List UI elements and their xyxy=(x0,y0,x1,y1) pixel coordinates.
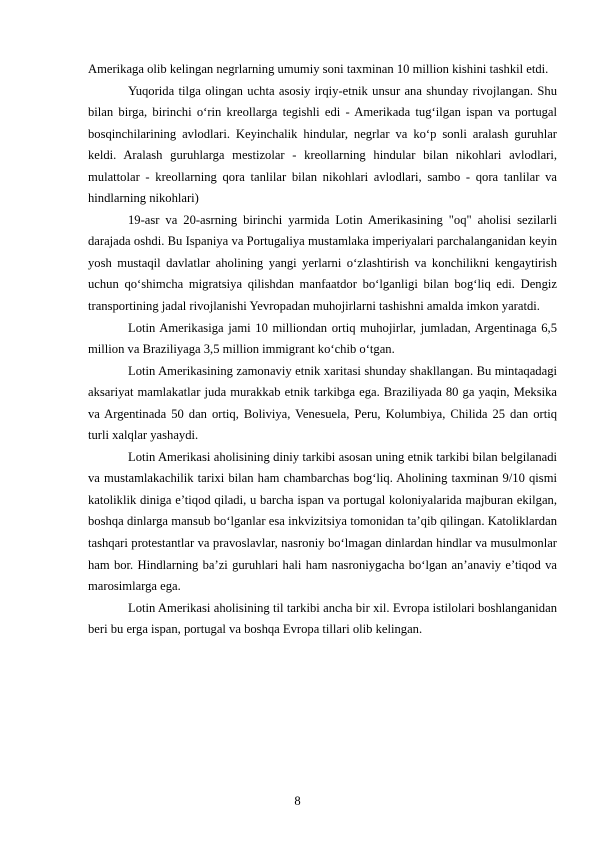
paragraph: 19-asr va 20-asrning birinchi yarmida Lotin Amerikasining "oq" aholisi sezilarli darajada oshdi. Bu Ispaniya va Portugaliya mustamlaka imperiyalari parchalanganidan keyin yosh mustaqil davlatlar aholining yangi yerlarni o‘zlashtirish va konchilikni kengaytirish uchun qo‘shimcha migratsiya qilishdan manfaatdor bo‘lganligi bilan bog‘liq edi. Dengiz transportining jadal rivojlanishi Yevropadan muhojirlarni tashishni amalda imkon yaratdi. xyxy=(88,212,557,314)
page-number: 8 xyxy=(294,794,301,808)
document-page xyxy=(88,59,557,641)
paragraph: Yuqorida tilga olingan uchta asosiy irqiy-etnik unsur ana shunday rivojlangan. Shu bilan birga, birinchi o‘rin kreollarga tegishli edi - Amerikada tug‘ilgan ispan va portugal bosqinchilarining avlodlari. Keyinchalik hindular, negrlar va ko‘p sonli aralash guruhlar keldi. Aralash guruhlarga mestizolar - kreollarning hindular bilan nikohlari avlodlari, mulattolar - kreollarning qora tanlilar bilan nikohlari avlodlari, sambo - qora tanlilar va hindlarning nikohlari) xyxy=(88,83,557,206)
paragraph: Lotin Amerikasiga jami 10 milliondan ortiq muhojirlar, jumladan, Argentinaga 6,5 million va Braziliyaga 3,5 million immigrant ko‘chib o‘tgan. xyxy=(88,320,557,357)
paragraph: Lotin Amerikasining zamonaviy etnik xaritasi shunday shakllangan. Bu mintaqadagi aksariyat mamlakatlar juda murakkab etnik tarkibga ega. Braziliyada 80 ga yaqin, Meksika va Argentinada 50 dan ortiq, Boliviya, Venesuela, Peru, Kolumbiya, Chilida 25 dan ortiq turli xalqlar yashaydi. xyxy=(88,363,557,443)
paragraph: Lotin Amerikasi aholisining diniy tarkibi asosan uning etnik tarkibi bilan belgilanadi va mustamlakachilik tarixi bilan ham chambarchas bog‘liq. Aholining taxminan 9/10 qismi katoliklik diniga e’tiqod qiladi, u barcha ispan va portugal koloniyalarida majburan ekilgan, boshqa dinlarga mansub bo‘lganlar esa inkvizitsiya tomonidan ta’qib qilingan. Katoliklardan tashqari protestantlar va pravoslavlar, nasroniy bo‘lmagan dinlardan hindlar va musulmonlar ham bor. Hindlarning ba’zi guruhlari hali ham nasroniygacha bo‘lgan an’anaviy e’tiqod va marosimlarga ega. xyxy=(88,449,557,594)
paragraph: Amerikaga olib kelingan negrlarning umumiy soni taxminan 10 million kishini tashkil etdi. xyxy=(88,62,549,76)
paragraph: Lotin Amerikasi aholisining til tarkibi ancha bir xil. Evropa istilolari boshlanganidan beri bu erga ispan, portugal va boshqa Evropa tillari olib kelingan. xyxy=(88,600,557,637)
